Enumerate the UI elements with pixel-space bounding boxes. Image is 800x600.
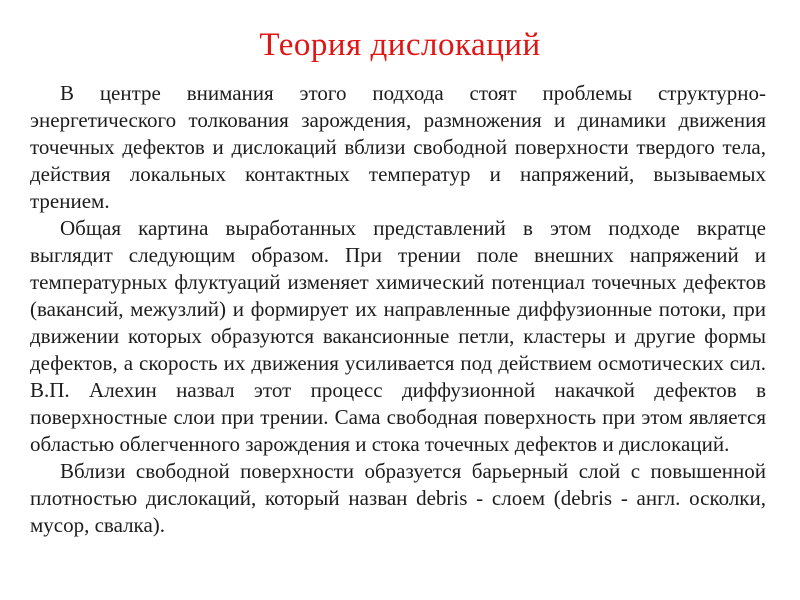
paragraph-2: Общая картина выработанных представлений в этом подходе вкратце выглядит следующим образом. При трении поле внешних напряжений и температурных флуктуаций изменяет химический потенциал точечных дефектов (вакансий, межузлий) и формирует их направленные диффузионные потоки, при движении которых образуются вакансионные петли, кластеры и другие формы дефектов, а скорость их движения усиливается под действием осмотических сил. В.П. Алехин назвал этот процесс диффузионной накачкой дефектов в поверхностные слои при трении. Сама свободная поверхность при этом является областью облегченного зарождения и стока точечных дефектов и дислокаций. (30, 216, 766, 456)
paragraph-1: В центре внимания этого подхода стоят проблемы структурно-энергетического толкования зарождения, размножения и динамики движения точечных дефектов и дислокаций вблизи свободной поверхности твердого тела, действия локальных контактных температур и напряжений, вызываемых трением. (30, 81, 766, 213)
slide-body (30, 80, 766, 539)
slide-title: Теория дислокаций (259, 27, 541, 63)
paragraph-3: Вблизи свободной поверхности образуется барьерный слой с повышенной плотностью дислокаций, который назван debris - слоем (debris - англ. осколки, мусор, свалка). (30, 459, 766, 537)
